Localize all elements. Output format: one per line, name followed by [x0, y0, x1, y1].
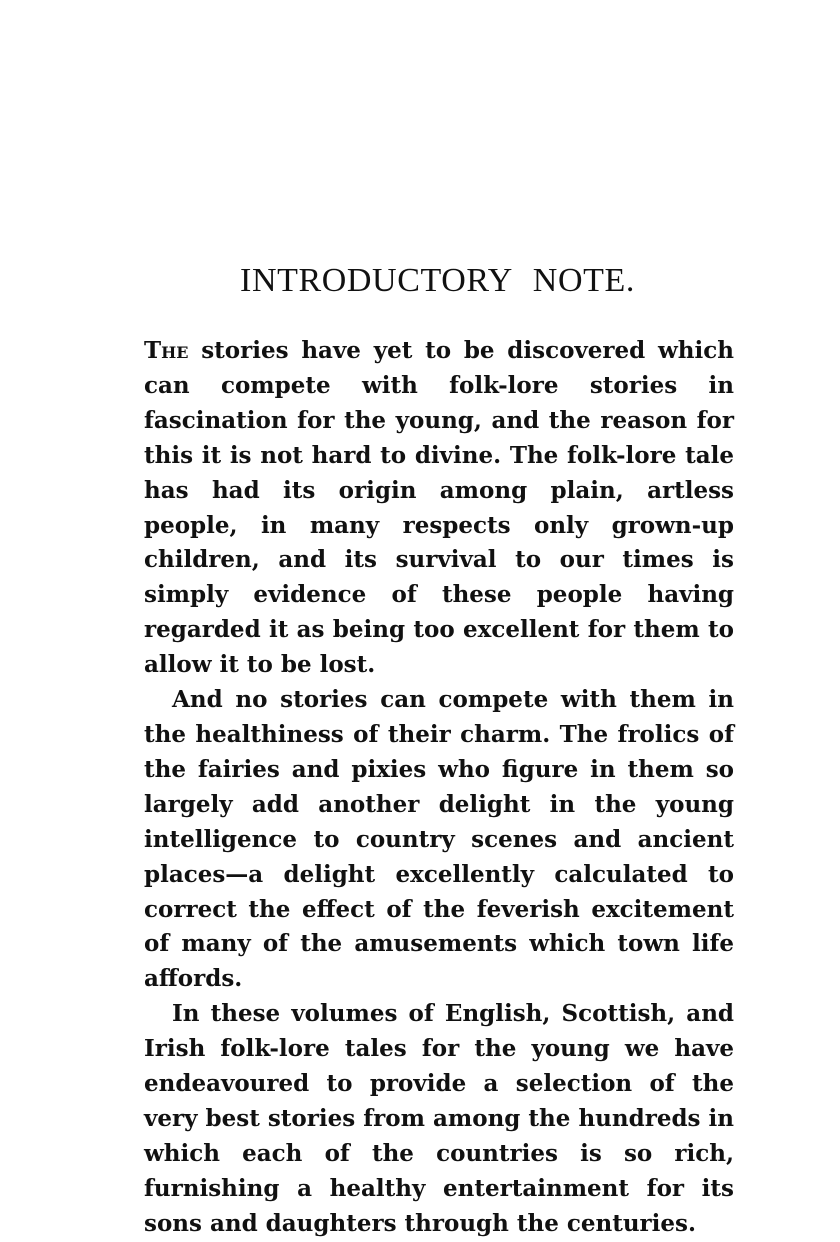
- paragraph-1-text: stories have yet to be discovered which can compete with folk-lore stories in fascination for the young, and the reason for this it is not hard to divine. The folk-lore tale has had its origin among plain, artless people, in many respects only grown-up children, and its survival to our times is simply evidence of these people having regarded it as being too excellent for them to allow it to be lost.: [144, 337, 734, 679]
- paragraph-3: In these volumes of English, Scottish, and Irish folk-lore tales for the young we have endeavoured to provide a selection of the very best stories from among the hundreds in which each of the countries is so rich, furnishing a healthy entertainment for its sons and daughters through the centuries.: [144, 1000, 734, 1237]
- paragraph-2: And no stories can compete with them in the healthiness of their charm. The frolics of the fairies and pixies who figure in them so largely add another delight in the young intelligence to country scenes and ancient places—a delight excellently calculated to correct the effect of the feverish excitement of many of the amusements which town life affords.: [144, 686, 734, 993]
- body-text: [144, 334, 734, 1242]
- paragraph-1: [144, 334, 734, 683]
- paragraph-1-lead-word: The: [144, 337, 189, 364]
- page-title: INTRODUCTORY NOTE.: [240, 262, 635, 299]
